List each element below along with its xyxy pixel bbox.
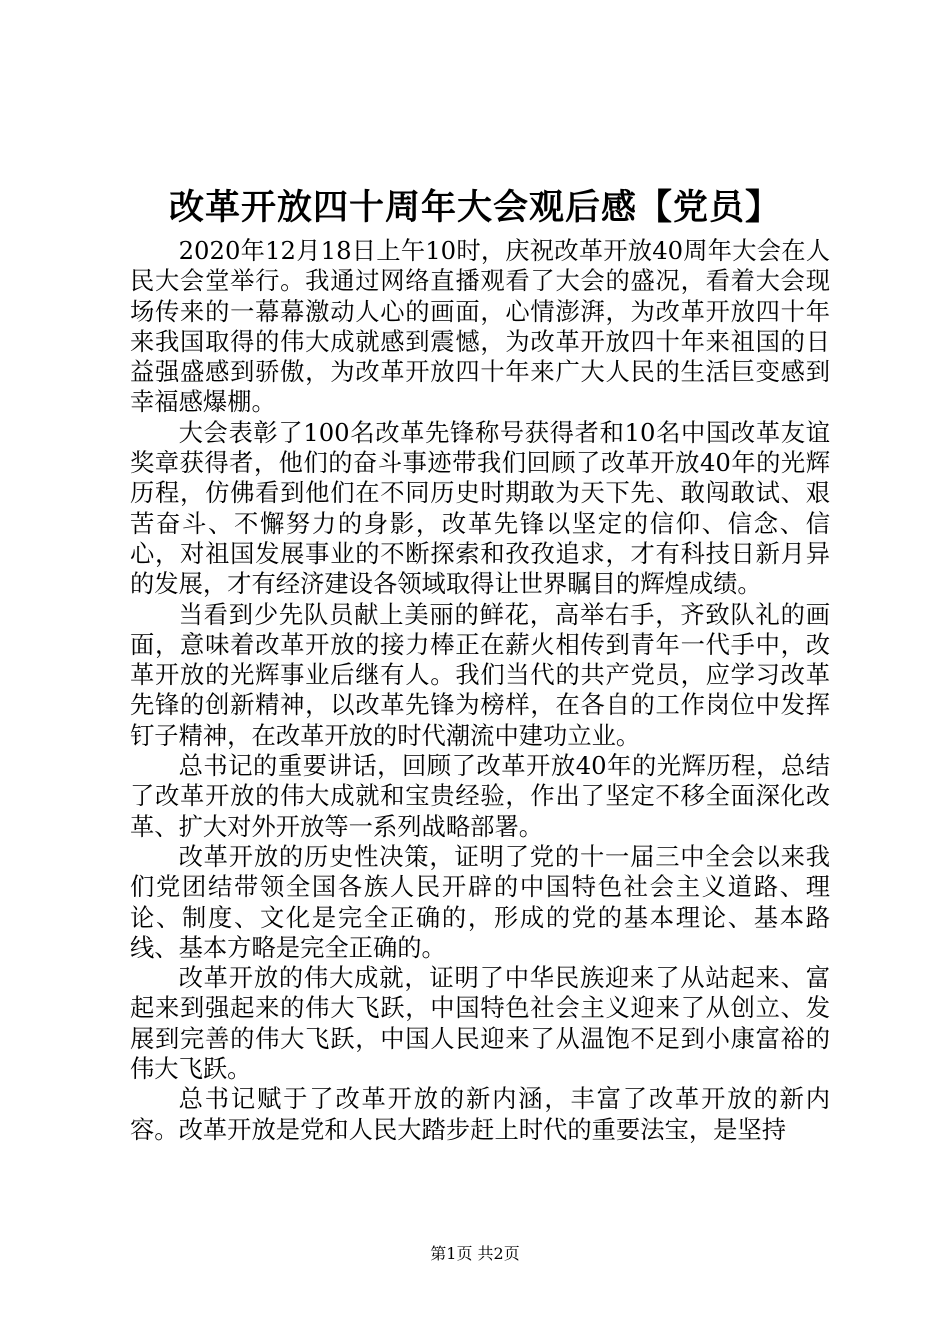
paragraph-1: 2020年12月18日上午10时，庆祝改革开放40周年大会在人民大会堂举行。我通过网络直播观看了大会的盛况，看着大会现场传来的一幕幕激动人心的画面，心情澎湃，为改革开放四十年来我国取得的伟大成就感到震憾，为改革开放四十年来祖国的日益强盛感到骄傲，为改革开放四十年来广大人民的生活巨变感到幸福感爆棚。 bbox=[130, 236, 830, 417]
document-body bbox=[130, 236, 830, 1145]
paragraph-3: 当看到少先队员献上美丽的鲜花，高举右手，齐致队礼的画面，意味着改革开放的接力棒正在薪火相传到青年一代手中，改革开放的光辉事业后继有人。我们当代的共产党员，应学习改革先锋的创新精神，以改革先锋为榜样，在各自的工作岗位中发挥钉子精神，在改革开放的时代潮流中建功立业。 bbox=[130, 599, 830, 750]
page-footer: 第1页 共2页 bbox=[430, 1244, 520, 1263]
paragraph-4: 总书记的重要讲话，回顾了改革开放40年的光辉历程，总结了改革开放的伟大成就和宝贵经验，作出了坚定不移全面深化改革、扩大对外开放等一系列战略部署。 bbox=[130, 751, 830, 841]
document-title: 改革开放四十周年大会观后感【党员】 bbox=[168, 187, 781, 228]
paragraph-6: 改革开放的伟大成就，证明了中华民族迎来了从站起来、富起来到强起来的伟大飞跃，中国特色社会主义迎来了从创立、发展到完善的伟大飞跃，中国人民迎来了从温饱不足到小康富裕的伟大飞跃。 bbox=[130, 963, 830, 1084]
paragraph-7: 总书记赋于了改革开放的新内涵，丰富了改革开放的新内容。改革开放是党和人民大踏步赶上时代的重要法宝，是坚持 bbox=[130, 1084, 830, 1144]
paragraph-5: 改革开放的历史性决策，证明了党的十一届三中全会以来我们党团结带领全国各族人民开辟的中国特色社会主义道路、理论、制度、文化是完全正确的，形成的党的基本理论、基本路线、基本方略是完全正确的。 bbox=[130, 841, 830, 962]
paragraph-2: 大会表彰了100名改革先锋称号获得者和10名中国改革友谊奖章获得者，他们的奋斗事迹带我们回顾了改革开放40年的光辉历程，仿佛看到他们在不同历史时期敢为天下先、敢闯敢试、艰苦奋斗、不懈努力的身影，改革先锋以坚定的信仰、信念、信心，对祖国发展事业的不断探索和孜孜追求，才有科技日新月异的发展，才有经济建设各领域取得让世界瞩目的辉煌成绩。 bbox=[130, 417, 830, 599]
